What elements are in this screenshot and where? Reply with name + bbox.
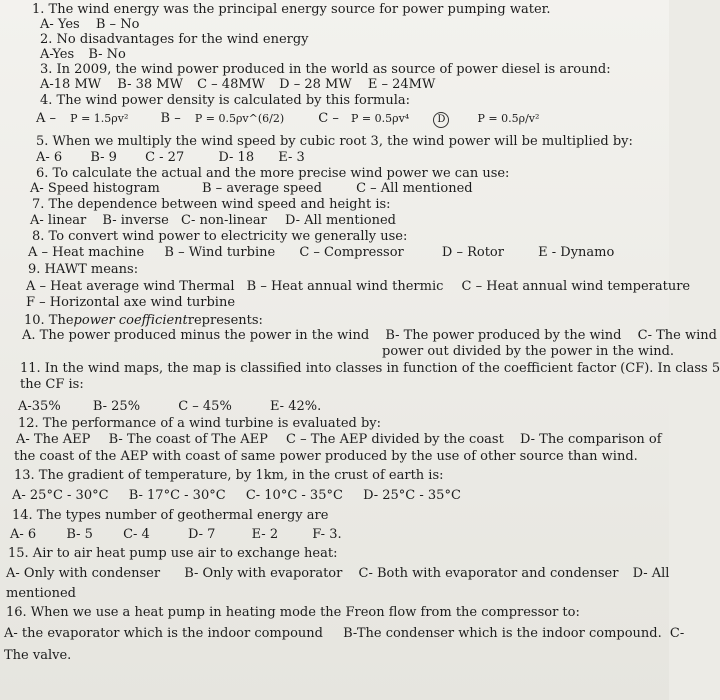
question-11-options [18, 399, 321, 414]
option-a: A- 6 [36, 150, 63, 165]
formula-b: P = 0.5ρv^(6/2) [194, 112, 285, 125]
question-7-options [30, 213, 396, 228]
option-b: B – [160, 111, 181, 126]
option-c: C – The AEP divided by the coast [286, 432, 504, 447]
option-a: A-Yes [40, 47, 75, 62]
question-2: 2. No disadvantages for the wind energy [40, 32, 309, 47]
option-b: B- inverse [102, 213, 169, 228]
option-b: B – Heat annual wind thermic [246, 279, 444, 294]
option-c: C – 45% [178, 399, 232, 414]
question-16-option-c-cont: The valve. [4, 648, 72, 663]
option-d: D- The comparison of [519, 432, 662, 447]
option-e: E - Dynamo [538, 245, 615, 260]
option-c: C- 4 [123, 527, 150, 542]
option-b: B- The coast of The AEP [108, 432, 268, 447]
question-13-options [12, 488, 461, 503]
option-b: B – Wind turbine [164, 245, 276, 260]
question-12: 12. The performance of a wind turbine is evaluated by: [18, 416, 382, 431]
option-a: A- 25°C - 30°C [12, 488, 109, 503]
option-e: E- 42%. [269, 399, 322, 414]
question-12-options [16, 432, 662, 447]
question-10 [24, 313, 263, 328]
question-15-option-d-cont: mentioned [6, 586, 76, 601]
option-a: A – Heat machine [28, 245, 145, 260]
question-6: 6. To calculate the actual and the more precise wind power we can use: [36, 166, 510, 181]
option-e: E- 3 [278, 150, 305, 165]
question-9-options [26, 279, 690, 294]
option-b: B- 9 [90, 150, 117, 165]
option-a: A- Only with condenser [6, 566, 161, 581]
option-b: B- No [88, 47, 126, 62]
option-d: D- 7 [187, 527, 216, 542]
question-5-options [36, 150, 305, 165]
question-16: 16. When we use a heat pump in heating mode the Freon flow from the compressor to: [6, 605, 580, 620]
option-c: C – All mentioned [356, 181, 473, 196]
option-c: C – 48MW [197, 77, 266, 92]
option-c: C – Compressor [299, 245, 404, 260]
question-3: 3. In 2009, the wind power produced in the world as source of power diesel is around: [40, 62, 611, 77]
question-5: 5. When we multiply the wind speed by cubic root 3, the wind power will be multiplied by: [36, 134, 633, 149]
question-10-term: power coefficient [73, 313, 188, 328]
formula-d: P = 0.5ρ/v² [477, 112, 540, 125]
question-1-options [40, 17, 139, 32]
question-2-options [40, 47, 126, 62]
question-8: 8. To convert wind power to electricity we generally use: [32, 229, 408, 244]
question-4-options [36, 111, 539, 128]
option-b: B- Only with evaporator [184, 566, 343, 581]
option-a: A-35% [18, 399, 61, 414]
formula-a: P = 1.5ρv² [70, 112, 129, 125]
option-c: C- The wind [637, 328, 717, 343]
option-d: D- All [632, 566, 670, 581]
option-e: E- 2 [251, 527, 279, 542]
question-11: 11. In the wind maps, the map is classified into classes in function of the coefficient factor (CF). In class 5 [20, 361, 720, 376]
option-a: A- Speed histogram [30, 181, 160, 196]
option-f: F- 3. [312, 527, 342, 542]
option-a: A. The power produced minus the power in the wind [22, 328, 370, 343]
option-d: D – Rotor [441, 245, 504, 260]
question-12-option-d-cont: the coast of the AEP with coast of same power produced by the use of other source than wind. [14, 449, 638, 464]
option-b: B- 17°C - 30°C [128, 488, 226, 503]
option-a: A- linear [30, 213, 87, 228]
question-1: 1. The wind energy was the principal energy source for power pumping water. [32, 2, 551, 17]
question-10-prefix: 10. The [24, 313, 74, 328]
question-14-options [10, 527, 342, 542]
option-b: B- 5 [66, 527, 93, 542]
question-9: 9. HAWT means: [28, 262, 139, 277]
option-d: D [433, 112, 449, 128]
question-9-option-f: F – Horizontal axe wind turbine [26, 295, 236, 310]
question-11-cont: the CF is: [20, 377, 84, 392]
option-c: C- non-linear [181, 213, 267, 228]
option-b: B- 25% [92, 399, 141, 414]
question-3-options [40, 77, 435, 92]
question-14: 14. The types number of geothermal energy are [12, 508, 329, 523]
formula-c: P = 0.5ρv⁴ [351, 112, 410, 125]
option-c: C- 10°C - 35°C [245, 488, 343, 503]
option-a: A – Heat average wind Thermal [26, 279, 235, 294]
option-a: A- Yes [40, 17, 80, 32]
option-a: A- The AEP [16, 432, 91, 447]
question-10-suffix: represents: [187, 313, 263, 328]
option-a: A – [36, 111, 57, 126]
option-b: B- The power produced by the wind [385, 328, 622, 343]
option-a: A-18 MW [40, 77, 102, 92]
option-d: D- 25°C - 35°C [363, 488, 461, 503]
question-6-options [30, 181, 473, 196]
option-d: D- 18 [218, 150, 255, 165]
option-b: B- 38 MW [117, 77, 183, 92]
option-b: B-The condenser which is the indoor compound. [343, 626, 662, 641]
option-c: C- [669, 626, 685, 641]
question-10-option-c-cont: power out divided by the power in the wind. [382, 344, 675, 359]
option-b: B – average speed [202, 181, 322, 196]
question-10-options [22, 328, 717, 343]
option-a: A- the evaporator which is the indoor compound [4, 626, 323, 641]
question-15: 15. Air to air heat pump use air to exchange heat: [8, 546, 338, 561]
question-7: 7. The dependence between wind speed and height is: [32, 197, 391, 212]
question-16-options [4, 626, 684, 641]
option-c: C - 27 [145, 150, 185, 165]
question-8-options [28, 245, 614, 260]
option-b: B – No [95, 17, 140, 32]
option-c: C – [318, 111, 339, 126]
option-c: C – Heat annual wind temperature [461, 279, 691, 294]
option-a: A- 6 [10, 527, 37, 542]
option-d: D – 28 MW [279, 77, 352, 92]
option-c: C- Both with evaporator and condenser [358, 566, 619, 581]
question-13: 13. The gradient of temperature, by 1km, in the crust of earth is: [14, 468, 444, 483]
question-15-options [6, 566, 669, 581]
option-d: D- All mentioned [284, 213, 396, 228]
question-4: 4. The wind power density is calculated by this formula: [40, 93, 411, 108]
option-e: E – 24MW [367, 77, 436, 92]
